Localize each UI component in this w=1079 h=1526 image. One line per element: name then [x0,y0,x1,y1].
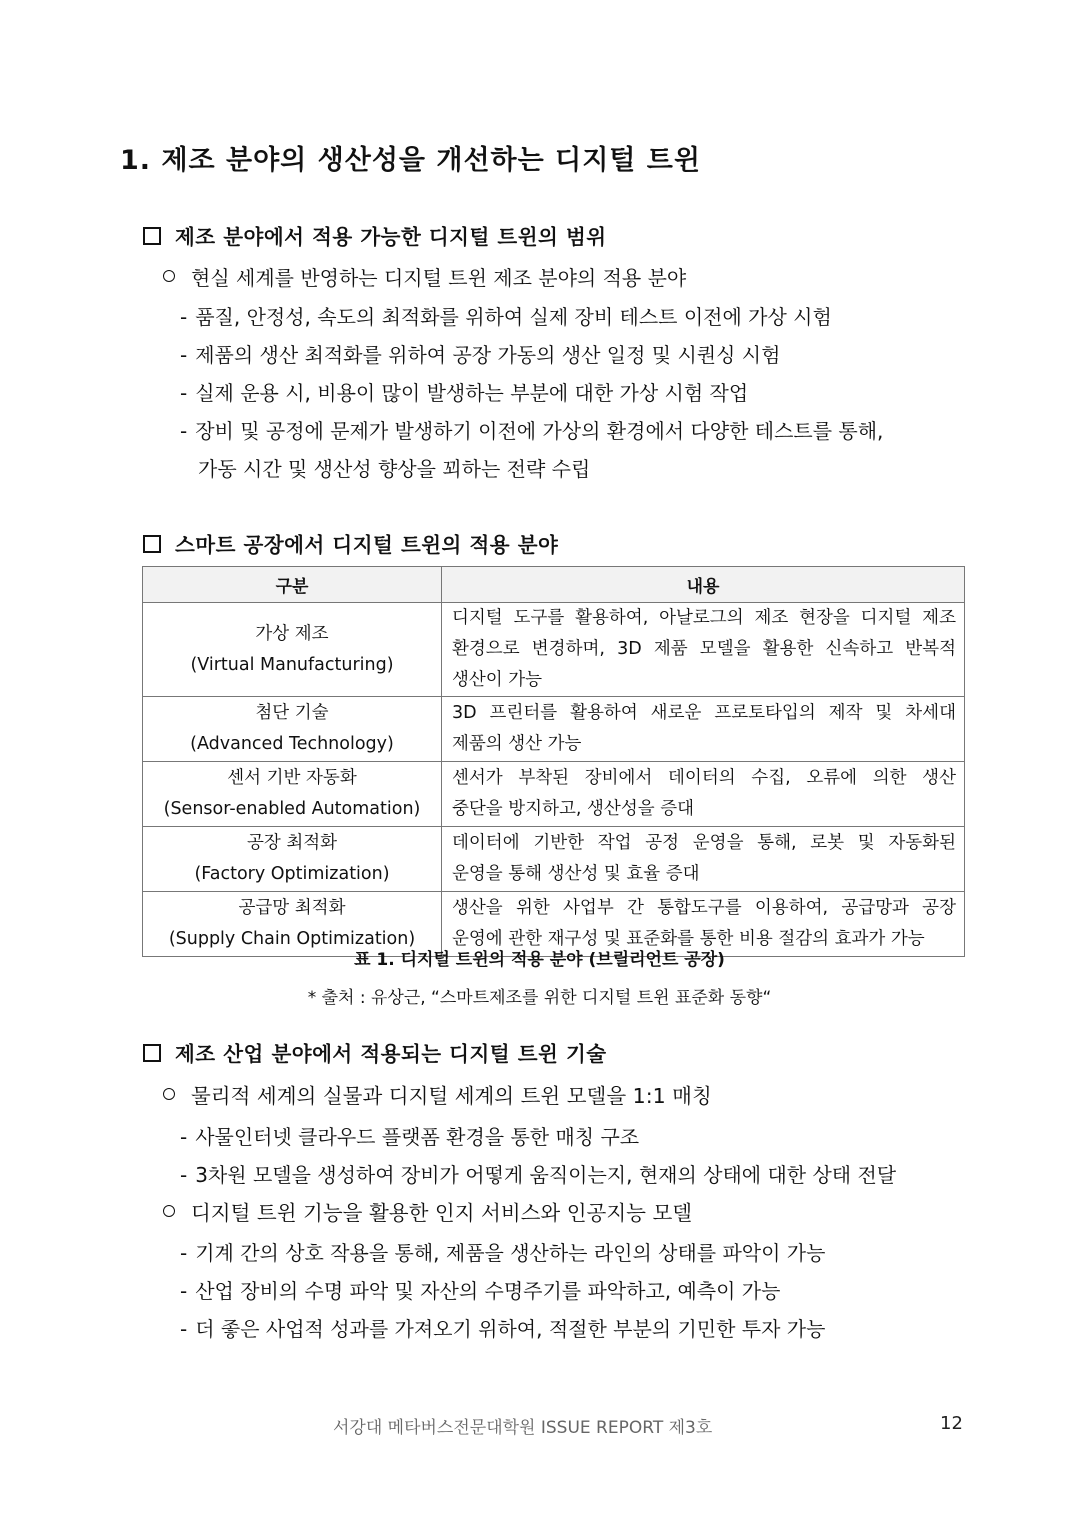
category-cell [143,697,442,762]
circle-bullet-icon [163,1088,175,1100]
category-cell [143,603,442,697]
dash-text: 제품의 생산 최적화를 위하여 공장 가동의 생산 일정 및 시퀀싱 시험 [195,343,781,367]
application-table [142,566,965,957]
dash-text: 기계 간의 상호 작용을 통해, 제품을 생산하는 라인의 상태를 파악이 가능 [195,1241,826,1265]
dash-item-continuation: 가동 시간 및 생산성 향상을 꾀하는 전략 수립 [198,457,591,481]
bullet-item [163,1196,692,1226]
table-row [143,827,965,892]
description-line: 데이터에 기반한 작업 공정 운영을 통해, 로봇 및 자동화된 [452,833,956,853]
section-heading-text: 스마트 공장에서 디지털 트윈의 적용 분야 [175,533,559,557]
section-heading-smart-factory [143,528,558,558]
circle-bullet-icon [163,1205,175,1217]
category-name: 첨단 기술 [255,703,329,723]
dash-text: 산업 장비의 수명 파악 및 자산의 수명주기를 파악하고, 예측이 가능 [195,1279,781,1303]
table-row [143,697,965,762]
category-english: (Factory Optimization) [194,864,390,884]
description-line: 센서가 부착된 장비에서 데이터의 수집, 오류에 의한 생산 [452,768,956,788]
dash-item: - 장비 및 공정에 문제가 발생하기 이전에 가상의 환경에서 다양한 테스트를 통해, [180,419,884,443]
description-cell [442,603,965,697]
column-header: 내용 [442,567,965,603]
dash-text: 사물인터넷 클라우드 플랫폼 환경을 통한 매칭 구조 [195,1125,640,1149]
description-cell [442,827,965,892]
dash-text: 품질, 안정성, 속도의 최적화를 위하여 실제 장비 테스트 이전에 가상 시험 [195,305,832,329]
category-name: 가상 제조 [255,623,329,644]
category-name: 센서 기반 자동화 [227,768,357,788]
dash-text: 3차원 모델을 생성하여 장비가 어떻게 움직이는지, 현재의 상태에 대한 상태 전달 [195,1163,897,1187]
column-header: 구분 [143,567,442,603]
description-line: 제품의 생산 가능 [452,734,582,754]
category-english: (Virtual Manufacturing) [190,654,394,675]
bullet-item [163,1079,712,1109]
description-line: 운영을 통해 생산성 및 효율 증대 [452,864,700,884]
description-line: 운영에 관한 재구성 및 표준화를 통한 비용 절감의 효과가 가능 [452,929,925,949]
dash-item: - 사물인터넷 클라우드 플랫폼 환경을 통한 매칭 구조 [180,1125,640,1149]
section-heading-text: 제조 분야에서 적용 가능한 디지털 트윈의 범위 [175,225,607,249]
dash-item: - 3차원 모델을 생성하여 장비가 어떻게 움직이는지, 현재의 상태에 대한 상태 전달 [180,1163,897,1187]
description-line: 환경으로 변경하며, 3D 제품 모델을 활용한 신속하고 반복적 [452,639,956,659]
category-cell [143,827,442,892]
dash-text: 더 좋은 사업적 성과를 가져오기 위하여, 적절한 부분의 기민한 투자 가능 [195,1317,826,1341]
table-caption: 표 1. 디지털 트윈의 적용 분야 (브릴리언트 공장) [354,950,725,970]
section-heading-text: 제조 산업 분야에서 적용되는 디지털 트윈 기술 [175,1042,607,1066]
bullet-item [163,262,686,291]
description-line: 중단을 방지하고, 생산성을 증대 [452,799,695,819]
category-name: 공장 최적화 [246,833,338,853]
bullet-text: 현실 세계를 반영하는 디지털 트윈 제조 분야의 적용 분야 [191,266,687,290]
description-cell [442,762,965,827]
page-number: 12 [940,1413,963,1434]
checkbox-square-icon [143,1044,161,1062]
dash-item: - 산업 장비의 수명 파악 및 자산의 수명주기를 파악하고, 예측이 가능 [180,1279,781,1303]
section-heading-scope [143,220,607,250]
dash-item: - 제품의 생산 최적화를 위하여 공장 가동의 생산 일정 및 시퀀싱 시험 [180,343,781,367]
dash-text: 실제 운용 시, 비용이 많이 발생하는 부분에 대한 가상 시험 작업 [195,381,749,405]
bullet-text: 물리적 세계의 실물과 디지털 세계의 트윈 모델을 1:1 매칭 [191,1084,712,1108]
category-english: (Supply Chain Optimization) [168,929,416,949]
description-line: 디지털 도구를 활용하여, 아날로그의 제조 현장을 디지털 제조 [452,608,956,628]
table-header-row [143,567,965,603]
category-cell [143,762,442,827]
bullet-text: 디지털 트윈 기능을 활용한 인지 서비스와 인공지능 모델 [191,1201,693,1225]
table-row [143,603,965,697]
dash-item: - 더 좋은 사업적 성과를 가져오기 위하여, 적절한 부분의 기민한 투자 가능 [180,1317,826,1341]
checkbox-square-icon [143,227,161,245]
dash-text: 장비 및 공정에 문제가 발생하기 이전에 가상의 환경에서 다양한 테스트를 통해, [195,419,884,443]
table-source: * 출처 : 유상근, “스마트제조를 위한 디지털 트윈 표준화 동향“ [307,988,772,1008]
dash-item: - 품질, 안정성, 속도의 최적화를 위하여 실제 장비 테스트 이전에 가상 시험 [180,305,832,329]
table-row [143,762,965,827]
category-english: (Advanced Technology) [190,734,394,754]
footer-text: 서강대 메타버스전문대학원 ISSUE REPORT 제3호 [333,1418,713,1438]
description-line: 생산이 가능 [452,670,543,690]
description-line: 3D 프린터를 활용하여 새로운 프로토타입의 제작 및 차세대 [452,703,956,723]
category-name: 공급망 최적화 [238,898,346,918]
section-heading-technology [143,1037,607,1067]
category-english: (Sensor-enabled Automation) [163,799,421,819]
description-line: 생산을 위한 사업부 간 통합도구를 이용하여, 공급망과 공장 [452,898,956,918]
page-title: 1. 제조 분야의 생산성을 개선하는 디지털 트윈 [120,145,701,176]
circle-bullet-icon [163,270,175,282]
description-cell [442,697,965,762]
dash-item: - 기계 간의 상호 작용을 통해, 제품을 생산하는 라인의 상태를 파악이 가능 [180,1241,826,1265]
checkbox-square-icon [143,535,161,553]
dash-item: - 실제 운용 시, 비용이 많이 발생하는 부분에 대한 가상 시험 작업 [180,381,749,405]
